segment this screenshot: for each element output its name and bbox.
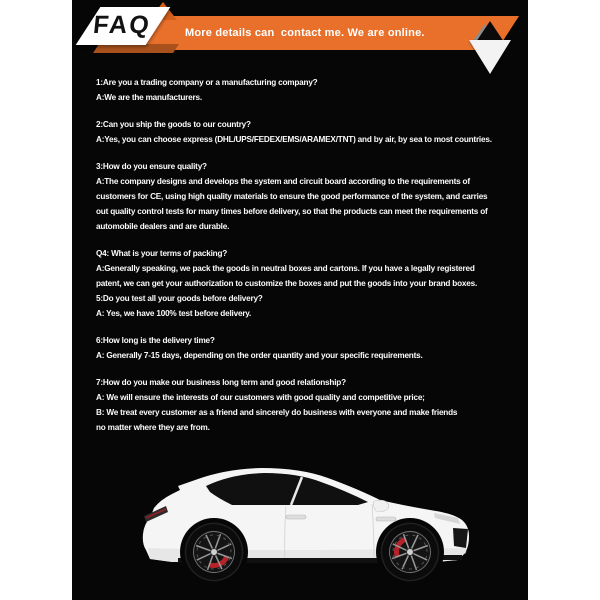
faq-line: B: We treat every customer as a friend and sincerely do business with everyone and make friends xyxy=(96,408,458,417)
faq-line: A:Generally speaking, we pack the goods in neutral boxes and cartons. If you have a legally registered xyxy=(96,264,475,273)
faq-line: A:The company designs and develops the system and circuit board according to the requirements of xyxy=(96,177,470,186)
car-mirror xyxy=(373,500,389,511)
banner-shadow-tip xyxy=(93,44,179,53)
faq-line: 1:Are you a trading company or a manufacturing company? xyxy=(96,78,318,87)
faq-line: A: Generally 7-15 days, depending on the order quantity and your specific requirements. xyxy=(96,351,423,360)
faq-line: A:We are the manufacturers. xyxy=(96,93,202,102)
car-door-handle xyxy=(376,517,396,521)
faq-text-block xyxy=(96,75,526,435)
banner-message: More details can contact me. We are online. xyxy=(185,27,425,39)
faq-line: A: Yes, we have 100% test before delivery. xyxy=(96,309,252,318)
faq-line: A: We will ensure the interests of our customers with good quality and competitive price; xyxy=(96,393,425,402)
faq-line: 6:How long is the delivery time? xyxy=(96,336,215,345)
faq-line: patent, we can get your authorization to customize the boxes and put the goods into your brand boxes. xyxy=(96,279,478,288)
car-illustration xyxy=(136,456,476,591)
faq-line: automobile dealers and are durable. xyxy=(96,222,230,231)
faq-line: 5:Do you test all your goods before delivery? xyxy=(96,294,263,303)
car-door-handle xyxy=(286,515,306,519)
faq-line: A:Yes, you can choose express (DHL/UPS/FEDEX/EMS/ARAMEX/TNT) and by air, by sea to most countries. xyxy=(96,135,492,144)
faq-line: Q4: What is your terms of packing? xyxy=(96,249,228,258)
faq-line: 2:Can you ship the goods to our country? xyxy=(96,120,251,129)
faq-line: 7:How do you make our business long term and good relationship? xyxy=(96,378,346,387)
left-margin xyxy=(0,0,72,600)
faq-line: no matter where they are from. xyxy=(96,423,210,432)
logo-black-triangle-icon xyxy=(476,21,504,42)
logo-white-triangle-icon xyxy=(469,40,511,74)
faq-line: customers for CE, using high quality materials to ensure the good performance of the system, and carries xyxy=(96,192,488,201)
car-front-grille xyxy=(453,528,468,548)
right-margin xyxy=(528,0,600,600)
faq-line: out quality control tests for many times before delivery, so that the products can meet the requirements of xyxy=(96,207,488,216)
faq-badge-label: FAQ xyxy=(91,11,153,39)
faq-line: 3:How do you ensure quality? xyxy=(96,162,207,171)
content-panel xyxy=(72,0,528,600)
